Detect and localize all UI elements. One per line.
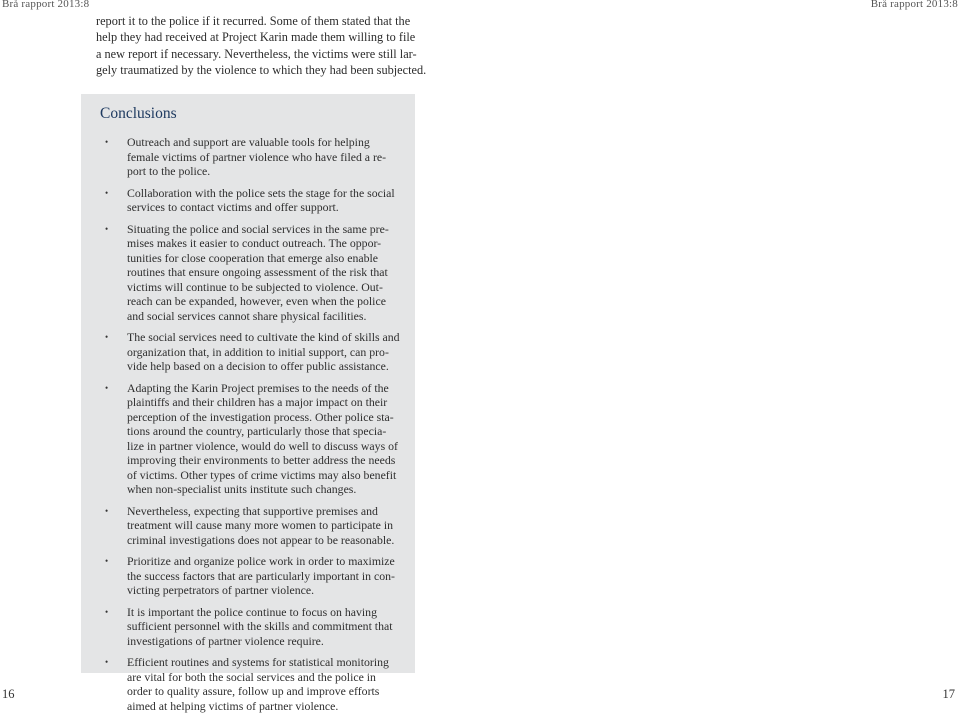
conclusion-line: Situating the police and social services in the same pre-: [127, 222, 402, 237]
conclusion-item-text: [127, 381, 402, 497]
conclusion-line: tunities for close cooperation that emerge also enable: [127, 251, 402, 266]
bullet-icon: •: [105, 655, 108, 669]
conclusion-line: aimed at helping victims of partner violence.: [127, 699, 402, 713]
conclusion-item-text: [127, 655, 402, 713]
bullet-icon: •: [105, 504, 108, 518]
conclusion-line: Adapting the Karin Project premises to the needs of the: [127, 381, 402, 396]
conclusion-line: services to contact victims and offer support.: [127, 200, 402, 215]
running-head-left: Brå rapport 2013:8: [2, 0, 89, 10]
conclusion-item-text: [127, 605, 402, 649]
running-head-right: Brå rapport 2013:8: [871, 0, 958, 10]
bullet-icon: •: [105, 605, 108, 619]
bullet-icon: •: [105, 381, 108, 395]
conclusion-line: perception of the investigation process. Other police sta-: [127, 410, 402, 425]
conclusion-item-text: [127, 554, 402, 598]
conclusions-list: [81, 94, 415, 673]
conclusion-line: plaintiffs and their children has a major impact on their: [127, 395, 402, 410]
conclusion-item-text: [127, 186, 402, 215]
bullet-icon: •: [105, 222, 108, 236]
page-number-right: 17: [943, 687, 956, 702]
conclusion-line: routines that ensure ongoing assessment of the risk that: [127, 265, 402, 280]
conclusion-line: port to the police.: [127, 164, 402, 179]
intro-paragraph: [96, 13, 422, 79]
bullet-icon: •: [105, 554, 108, 568]
conclusion-line: organization that, in addition to initial support, can pro-: [127, 345, 402, 360]
conclusion-line: order to quality assure, follow up and improve efforts: [127, 684, 402, 699]
conclusion-line: Collaboration with the police sets the stage for the social: [127, 186, 402, 201]
intro-line: gely traumatized by the violence to which they had been subjected.: [96, 62, 422, 78]
conclusion-line: tions around the country, particularly those that specia-: [127, 424, 402, 439]
conclusion-line: improving their environments to better address the needs: [127, 453, 402, 468]
conclusion-line: reach can be expanded, however, even when the police: [127, 294, 402, 309]
conclusion-line: victing perpetrators of partner violence.: [127, 583, 402, 598]
conclusion-line: lize in partner violence, would do well to discuss ways of: [127, 439, 402, 454]
page-number-left: 16: [2, 687, 15, 702]
conclusion-line: vide help based on a decision to offer public assistance.: [127, 359, 402, 374]
conclusion-line: are vital for both the social services and the police in: [127, 670, 402, 685]
conclusions-title: Conclusions: [100, 105, 177, 123]
conclusion-line: sufficient personnel with the skills and commitment that: [127, 619, 402, 634]
conclusions-box: [81, 94, 415, 673]
conclusion-line: female victims of partner violence who have filed a re-: [127, 150, 402, 165]
conclusion-line: when non-specialist units institute such changes.: [127, 482, 402, 497]
conclusion-item-text: [127, 330, 402, 374]
conclusion-line: Prioritize and organize police work in order to maximize: [127, 554, 402, 569]
intro-line: a new report if necessary. Nevertheless, the victims were still lar-: [96, 46, 422, 62]
conclusion-item-text: [127, 135, 402, 179]
conclusion-line: treatment will cause many more women to participate in: [127, 518, 402, 533]
conclusion-line: investigations of partner violence require.: [127, 634, 402, 649]
conclusion-line: victims will continue to be subjected to violence. Out-: [127, 280, 402, 295]
bullet-icon: •: [105, 186, 108, 200]
conclusion-line: It is important the police continue to focus on having: [127, 605, 402, 620]
intro-line: report it to the police if it recurred. Some of them stated that the: [96, 13, 422, 29]
conclusion-item-text: [127, 504, 402, 548]
conclusion-line: mises makes it easier to conduct outreach. The oppor-: [127, 236, 402, 251]
bullet-icon: •: [105, 135, 108, 149]
conclusion-line: the success factors that are particularly important in con-: [127, 569, 402, 584]
conclusion-line: The social services need to cultivate the kind of skills and: [127, 330, 402, 345]
intro-line: help they had received at Project Karin made them willing to file: [96, 29, 422, 45]
conclusion-item-text: [127, 222, 402, 324]
conclusion-line: Efficient routines and systems for statistical monitoring: [127, 655, 402, 670]
conclusion-line: Outreach and support are valuable tools for helping: [127, 135, 402, 150]
conclusion-line: criminal investigations does not appear to be reasonable.: [127, 533, 402, 548]
conclusion-line: and social services cannot share physical facilities.: [127, 309, 402, 324]
conclusion-line: of victims. Other types of crime victims may also benefit: [127, 468, 402, 483]
bullet-icon: •: [105, 330, 108, 344]
conclusion-line: Nevertheless, expecting that supportive premises and: [127, 504, 402, 519]
